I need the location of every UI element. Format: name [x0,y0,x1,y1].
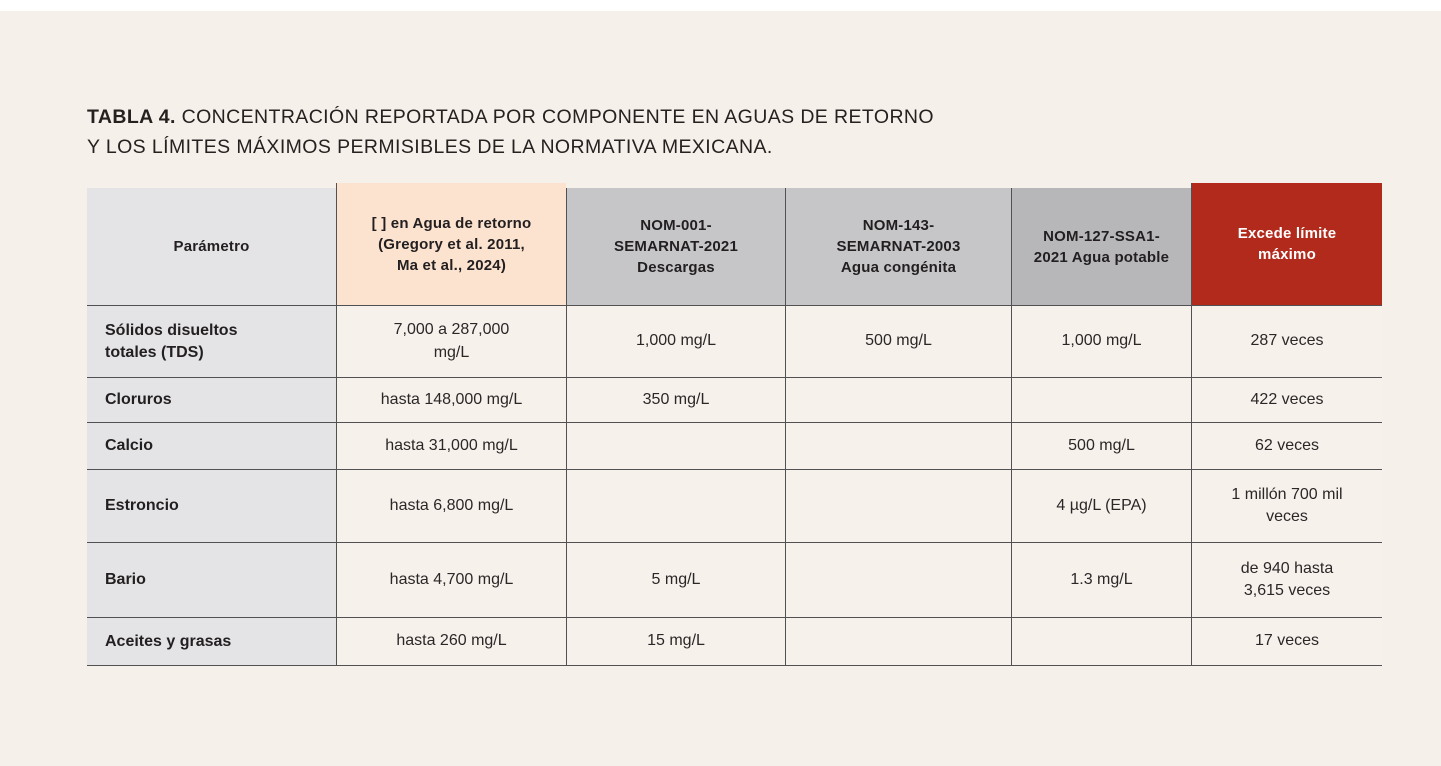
table-row-aceites-y-grasas [87,617,1382,665]
tabla-label: TABLA 4. [87,106,176,128]
value-cell [566,470,785,542]
value-cell: 1 millón 700 mil veces [1191,470,1382,542]
value-cell: 500 mg/L [1011,423,1191,469]
param-cell: Aceites y grasas [87,618,336,665]
value-cell [1011,618,1191,665]
value-cell: 7,000 a 287,000 mg/L [336,306,566,377]
page-top-edge [0,0,1441,11]
table-title [87,102,934,162]
value-cell: hasta 148,000 mg/L [336,378,566,422]
value-cell: 62 veces [1191,423,1382,469]
title-line-2: Y LOS LÍMITES MÁXIMOS PERMISIBLES DE LA NORMATIVA MEXICANA. [87,136,773,159]
param-cell: Bario [87,543,336,617]
header-cell-excede-limite: Excede límite máximo [1191,183,1382,305]
value-cell: 287 veces [1191,306,1382,377]
value-cell: de 940 hasta 3,615 veces [1191,543,1382,617]
header-row [87,183,1382,305]
param-cell: Sólidos disueltos totales (TDS) [87,306,336,377]
header-cell-agua-de-retorno: [ ] en Agua de retorno (Gregory et al. 2011, Ma et al., 2024) [336,183,566,305]
value-cell [785,378,1011,422]
title-line-1-text: CONCENTRACIÓN REPORTADA POR COMPONENTE EN AGUAS DE RETORNO [175,106,934,128]
value-cell: hasta 6,800 mg/L [336,470,566,542]
param-cell: Estroncio [87,470,336,542]
value-cell: 422 veces [1191,378,1382,422]
value-cell [1011,378,1191,422]
value-cell: hasta 31,000 mg/L [336,423,566,469]
value-cell: 15 mg/L [566,618,785,665]
param-cell: Cloruros [87,378,336,422]
table-row-tds [87,305,1382,377]
value-cell [566,423,785,469]
header-cell-nom-143: NOM-143-SEMARNAT-2003 Agua congénita [785,188,1011,305]
value-cell: 1,000 mg/L [1011,306,1191,377]
value-cell: 4 µg/L (EPA) [1011,470,1191,542]
value-cell: 350 mg/L [566,378,785,422]
value-cell [785,618,1011,665]
value-cell: 17 veces [1191,618,1382,665]
value-cell: 1.3 mg/L [1011,543,1191,617]
param-cell: Calcio [87,423,336,469]
table-row-bario [87,542,1382,617]
value-cell: hasta 260 mg/L [336,618,566,665]
header-cell-parametro: Parámetro [87,188,336,305]
table-row-estroncio [87,469,1382,542]
value-cell: 5 mg/L [566,543,785,617]
header-cell-nom-127: NOM-127-SSA1-2021 Agua potable [1011,188,1191,305]
value-cell [785,470,1011,542]
value-cell: 500 mg/L [785,306,1011,377]
data-table [87,183,1382,666]
value-cell [785,423,1011,469]
header-cell-nom-001: NOM-001-SEMARNAT-2021 Descargas [566,188,785,305]
table-row-calcio [87,422,1382,469]
value-cell [785,543,1011,617]
title-line-1 [87,102,934,132]
value-cell: hasta 4,700 mg/L [336,543,566,617]
value-cell: 1,000 mg/L [566,306,785,377]
table-row-cloruros [87,377,1382,422]
